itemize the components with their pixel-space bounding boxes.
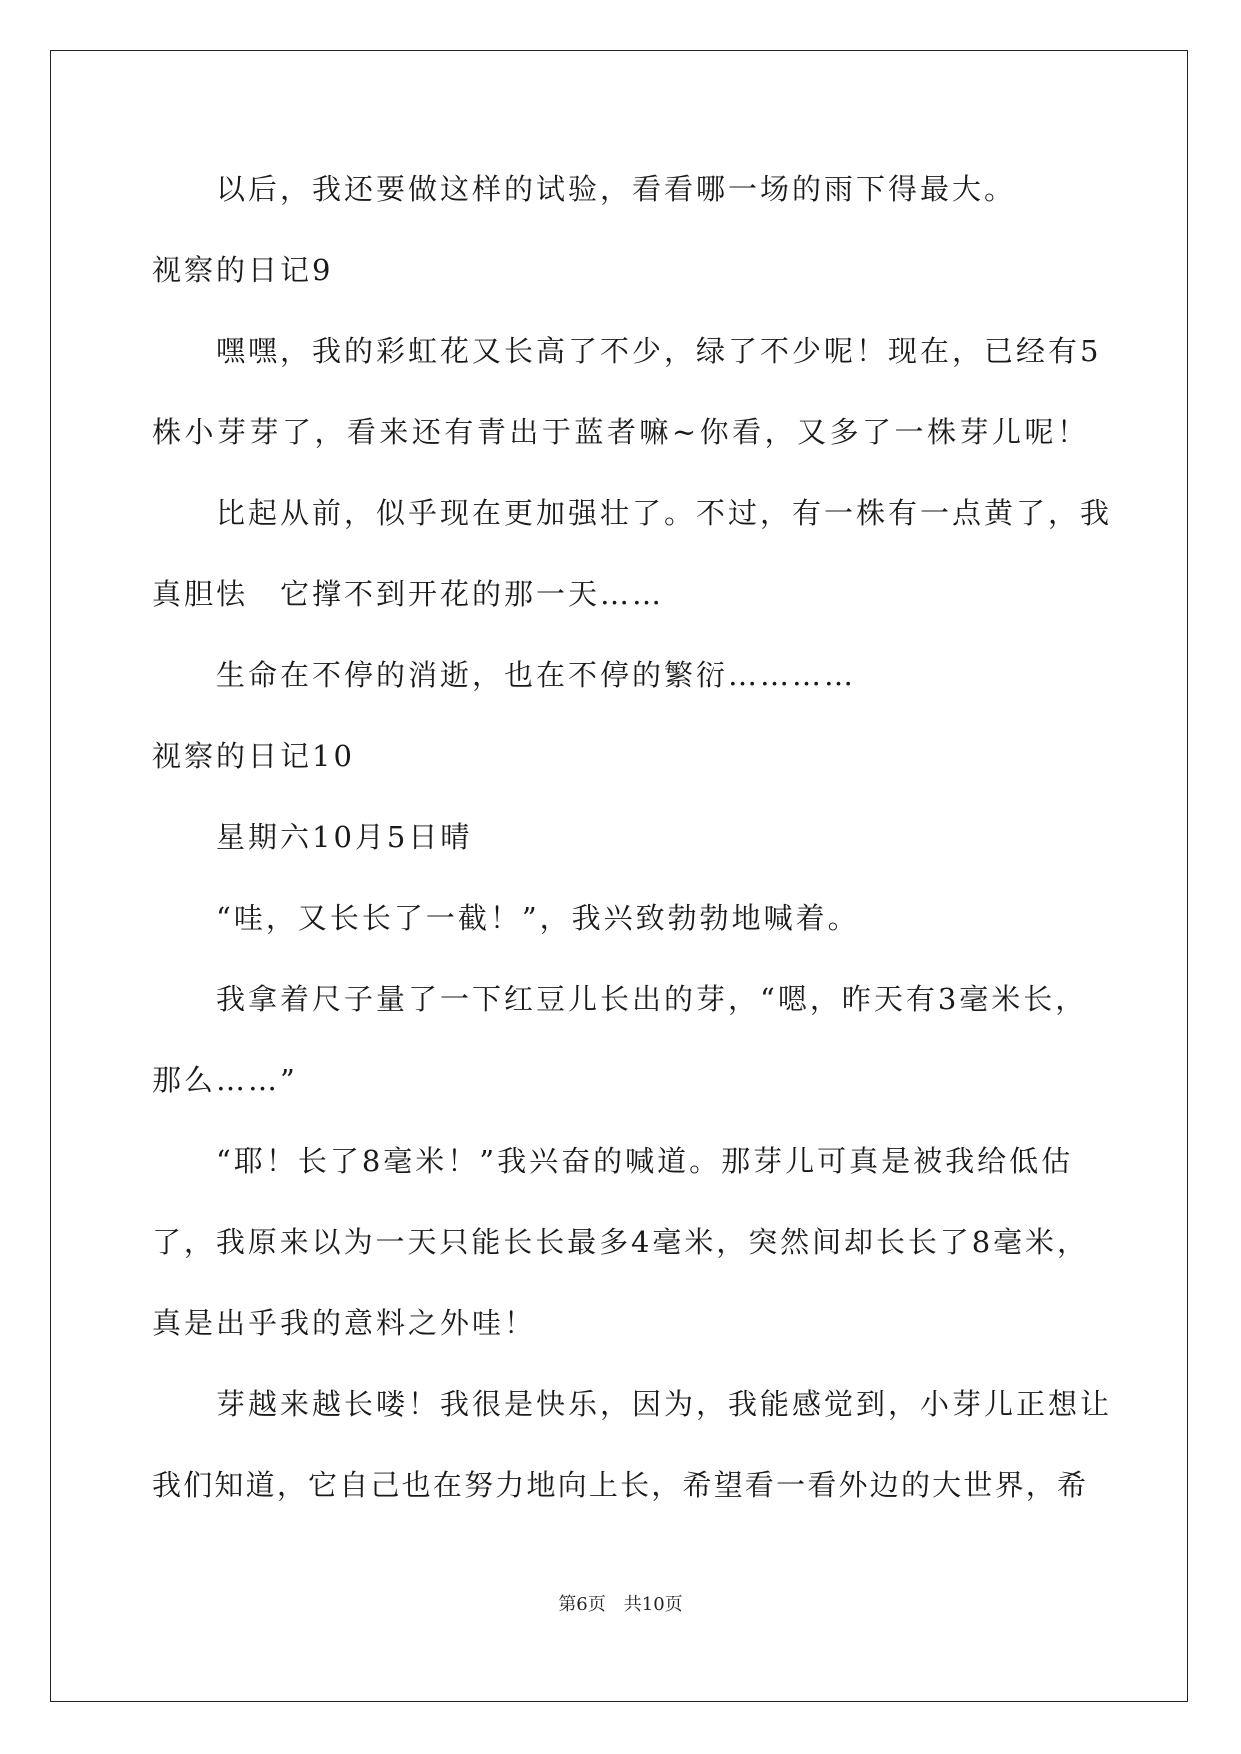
paragraph-line: 了，我原来以为一天只能长长最多4毫米，突然间却长长了8毫米，: [152, 1225, 1086, 1259]
paragraph-line: 真胆怯 它撑不到开花的那一天……: [152, 577, 665, 611]
paragraph-line: 芽越来越长喽！我很是快乐，因为，我能感觉到，小芽儿正想让: [216, 1387, 1113, 1421]
paragraph-line: 我拿着尺子量了一下红豆儿长出的芽，“嗯，昨天有3毫米长，: [216, 982, 1088, 1016]
paragraph-line: 生命在不停的消逝，也在不停的繁衍…………: [216, 658, 857, 692]
paragraph-line: 那么……”: [152, 1063, 298, 1097]
paragraph-line: 嘿嘿，我的彩虹花又长高了不少，绿了不少呢！现在，已经有5: [216, 334, 1102, 368]
paragraph-line: 株小芽芽了，看来还有青出于蓝者嘛~你看，又多了一株芽儿呢！: [152, 415, 1086, 449]
section-heading: 视察的日记10: [152, 739, 355, 773]
paragraph-line: 星期六10月5日晴: [216, 820, 473, 854]
page-border: [50, 50, 1188, 1702]
paragraph-line: 我们知道，它自己也在努力地向上长，希望看一看外边的大世界，希: [152, 1468, 1086, 1502]
section-heading: 视察的日记9: [152, 253, 334, 287]
page-number: 第6页 共10页: [558, 1594, 683, 1615]
paragraph-line: 以后，我还要做这样的试验，看看哪一场的雨下得最大。: [216, 172, 1017, 206]
paragraph-line: “哇，又长长了一截！”，我兴致勃勃地喊着。: [216, 901, 860, 935]
paragraph-line: 比起从前，似乎现在更加强壮了。不过，有一株有一点黄了，我: [216, 496, 1113, 530]
paragraph-line: 真是出乎我的意料之外哇！: [152, 1306, 537, 1340]
paragraph-line: “耶！长了8毫米！”我兴奋的喊道。那芽儿可真是被我给低估: [216, 1144, 1074, 1178]
